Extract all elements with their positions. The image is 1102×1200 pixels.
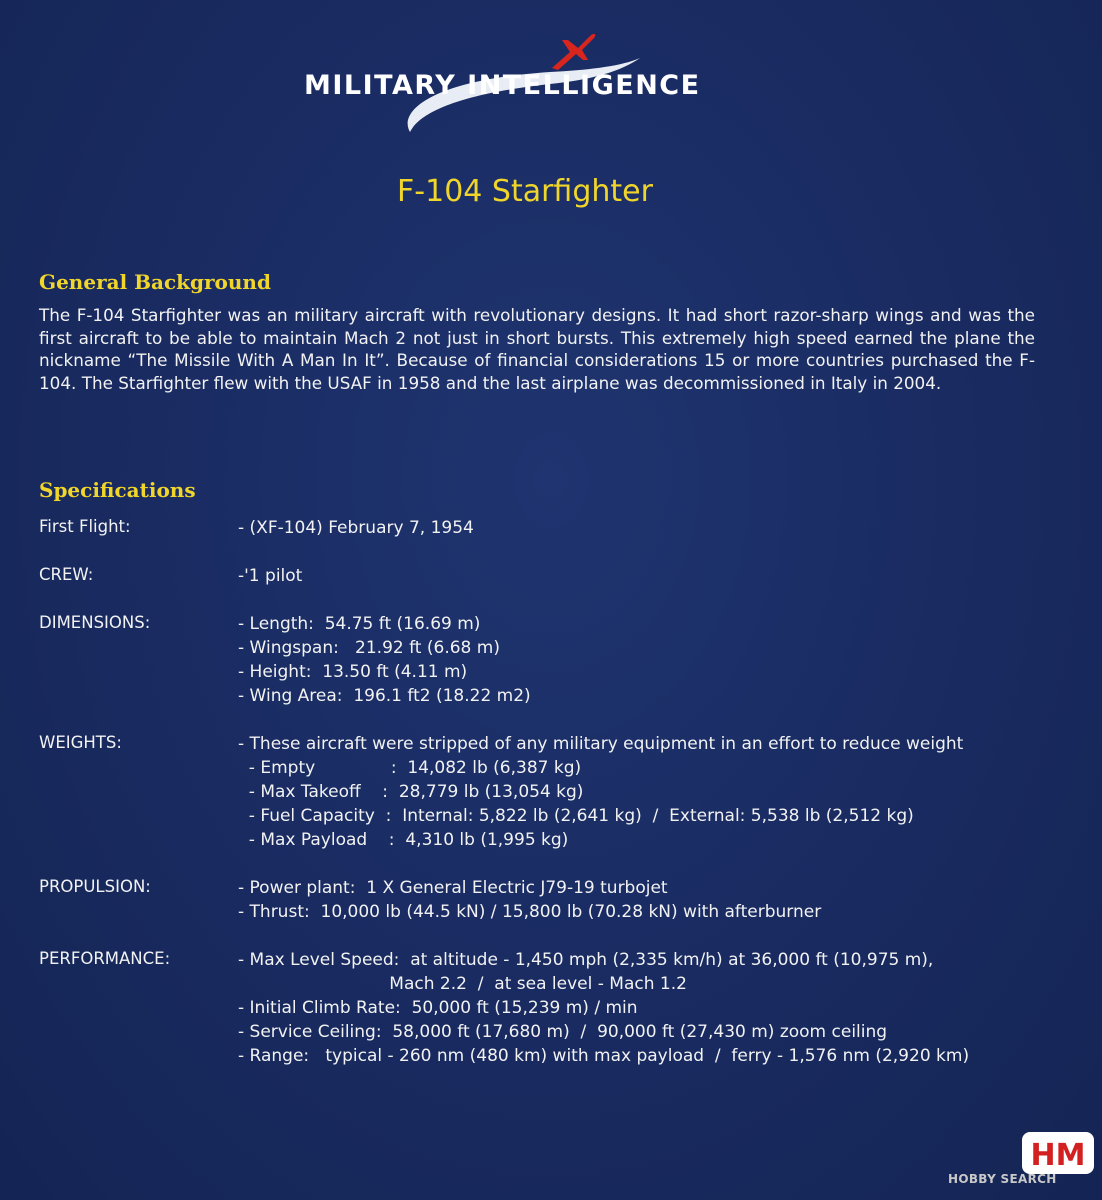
red-jet-icon: [548, 28, 598, 72]
spec-value-line: - Max Level Speed: at altitude - 1,450 mph (2,335 km/h) at 36,000 ft (10,975 m),: [238, 950, 934, 970]
hm-logo: [1020, 1128, 1096, 1178]
logo-text: MILITARY INTELLIGENCE: [304, 70, 701, 101]
spec-values: [238, 876, 821, 924]
spec-values: [238, 564, 302, 588]
general-background-heading: General Background: [39, 270, 271, 294]
spec-label: PROPULSION:: [39, 877, 151, 896]
spec-value-line: - Max Payload : 4,310 lb (1,995 kg): [238, 830, 569, 850]
spec-values: [238, 612, 531, 708]
spec-label: CREW:: [39, 565, 94, 584]
general-background-text: The F-104 Starfighter was an military aircraft with revolutionary designs. It had short razor-sharp wings and was the first aircraft to be able to maintain Mach 2 not just in short bursts. This extremely high speed earned the plane the nickname “The Missile With A Man In It”. Because of financial considerations 15 or more countries purchased the F-104. The Starfighter flew with the USAF in 1958 and the last airplane was decommissioned in Italy in 2004.: [39, 305, 1035, 393]
spec-label: WEIGHTS:: [39, 733, 122, 752]
spec-value-line: - Length: 54.75 ft (16.69 m): [238, 614, 481, 634]
spec-value-line: - Empty : 14,082 lb (6,387 kg): [238, 758, 582, 778]
spec-values: [238, 948, 969, 1068]
spec-value-line: - Fuel Capacity : Internal: 5,822 lb (2,641 kg) / External: 5,538 lb (2,512 kg): [238, 806, 914, 826]
spec-label: DIMENSIONS:: [39, 613, 151, 632]
spec-value-line: - Height: 13.50 ft (4.11 m): [238, 662, 468, 682]
spec-value-line: - Wingspan: 21.92 ft (6.68 m): [238, 638, 500, 658]
spec-value-line: - Power plant: 1 X General Electric J79-19 turbojet: [238, 878, 668, 898]
spec-label: PERFORMANCE:: [39, 949, 171, 968]
military-intelligence-logo: [300, 28, 740, 140]
hm-logo-text: HM: [1030, 1138, 1086, 1173]
spec-value-line: - Max Takeoff : 28,779 lb (13,054 kg): [238, 782, 584, 802]
specifications-heading: Specifications: [39, 478, 196, 502]
spec-value-line: - Thrust: 10,000 lb (44.5 kN) / 15,800 lb (70.28 kN) with afterburner: [238, 902, 822, 922]
spec-values: [238, 516, 474, 540]
spec-value-line: - Initial Climb Rate: 50,000 ft (15,239 m) / min: [238, 998, 638, 1018]
spec-value-line: - Range: typical - 260 nm (480 km) with max payload / ferry - 1,576 nm (2,920 km): [238, 1046, 970, 1066]
spec-value-line: -'1 pilot: [238, 566, 303, 586]
spec-value-line: - (XF-104) February 7, 1954: [238, 518, 474, 538]
spec-value-line: Mach 2.2 / at sea level - Mach 1.2: [238, 974, 687, 994]
hobby-search-watermark: HOBBY SEARCH: [948, 1172, 1057, 1186]
spec-value-line: - Service Ceiling: 58,000 ft (17,680 m) / 90,000 ft (27,430 m) zoom ceiling: [238, 1022, 888, 1042]
spec-value-line: - Wing Area: 196.1 ft2 (18.22 m2): [238, 686, 531, 706]
page-title: F-104 Starfighter: [397, 174, 653, 209]
spec-label: First Flight:: [39, 517, 131, 536]
spec-values: [238, 732, 963, 852]
spec-value-line: - These aircraft were stripped of any military equipment in an effort to reduce weight: [238, 734, 964, 754]
